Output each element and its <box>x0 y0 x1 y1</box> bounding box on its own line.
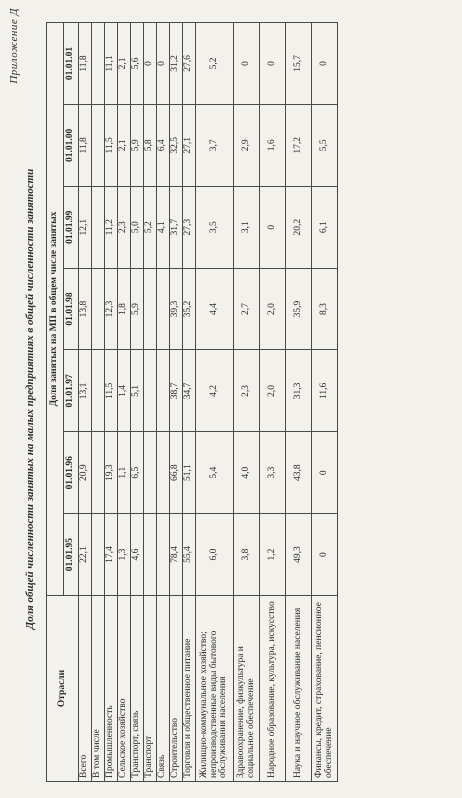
sector-cell: Здравоохранение, физкультура и социальное обеспечение <box>234 596 260 782</box>
table-row <box>157 23 170 782</box>
value-cell: 13,1 <box>79 350 92 432</box>
sector-cell: Торговля и общественное питание <box>183 596 196 782</box>
value-cell: 19,3 <box>105 432 118 514</box>
value-cell: 6,5 <box>131 432 144 514</box>
value-cell: 17,2 <box>286 104 312 186</box>
value-cell <box>157 514 170 596</box>
table-row <box>234 23 260 782</box>
value-cell <box>92 432 105 514</box>
value-cell: 2,0 <box>260 350 286 432</box>
value-cell: 12,1 <box>79 186 92 268</box>
sector-cell: В том числе <box>92 596 105 782</box>
value-cell: 43,8 <box>286 432 312 514</box>
value-cell: 0 <box>157 23 170 105</box>
value-cell: 5,9 <box>131 104 144 186</box>
value-cell: 4,0 <box>234 432 260 514</box>
value-cell: 31,2 <box>170 23 183 105</box>
value-cell: 27,1 <box>183 104 196 186</box>
sector-cell: Жилищно-коммунальное хозяйство; непроизводственные виды бытового обслуживания населения <box>196 596 234 782</box>
value-cell: 5,6 <box>131 23 144 105</box>
sector-cell: Промышленность <box>105 596 118 782</box>
value-cell <box>157 350 170 432</box>
value-cell: 39,3 <box>170 268 183 350</box>
value-cell: 5,2 <box>196 23 234 105</box>
value-cell: 2,1 <box>118 104 131 186</box>
value-cell: 27,6 <box>183 23 196 105</box>
value-cell: 2,1 <box>118 23 131 105</box>
value-cell <box>144 268 157 350</box>
value-cell: 12,3 <box>105 268 118 350</box>
year-header: 01.01.96 <box>64 432 79 514</box>
value-cell <box>92 268 105 350</box>
value-cell: 11,5 <box>105 104 118 186</box>
value-cell: 11,6 <box>312 350 338 432</box>
table-row <box>170 23 183 782</box>
year-header: 01.01.99 <box>64 186 79 268</box>
table-row <box>196 23 234 782</box>
value-cell: 2,3 <box>118 186 131 268</box>
value-cell: 11,5 <box>105 350 118 432</box>
value-cell: 17,4 <box>105 514 118 596</box>
value-cell <box>157 268 170 350</box>
value-cell: 3,7 <box>196 104 234 186</box>
value-cell: 20,2 <box>286 186 312 268</box>
table-row <box>260 23 286 782</box>
table-row <box>131 23 144 782</box>
sector-cell: Сельское хозяйство <box>118 596 131 782</box>
value-cell: 3,8 <box>234 514 260 596</box>
year-header: 01.01.97 <box>64 350 79 432</box>
value-cell: 4,6 <box>131 514 144 596</box>
value-cell: 32,5 <box>170 104 183 186</box>
table-row <box>92 23 105 782</box>
value-cell <box>92 186 105 268</box>
value-cell <box>144 350 157 432</box>
value-cell: 6,1 <box>312 186 338 268</box>
value-cell: 5,2 <box>144 186 157 268</box>
value-cell: 11,8 <box>79 104 92 186</box>
value-cell: 0 <box>312 23 338 105</box>
value-cell: 2,0 <box>260 268 286 350</box>
value-cell: 0 <box>312 432 338 514</box>
year-header: 01.01.00 <box>64 104 79 186</box>
value-cell: 5,1 <box>131 350 144 432</box>
value-cell: 5,5 <box>312 104 338 186</box>
value-cell: 55,4 <box>183 514 196 596</box>
value-cell: 2,7 <box>234 268 260 350</box>
value-cell <box>92 104 105 186</box>
value-cell: 27,3 <box>183 186 196 268</box>
value-cell: 11,2 <box>105 186 118 268</box>
value-cell: 3,3 <box>260 432 286 514</box>
sector-cell: Связь <box>157 596 170 782</box>
value-cell: 20,9 <box>79 432 92 514</box>
value-cell: 78,4 <box>170 514 183 596</box>
value-cell: 5,9 <box>131 268 144 350</box>
table-row <box>144 23 157 782</box>
value-cell: 1,6 <box>260 104 286 186</box>
value-cell: 11,1 <box>105 23 118 105</box>
sector-cell: Транспорт, связь <box>131 596 144 782</box>
value-cell: 13,8 <box>79 268 92 350</box>
value-cell: 5,8 <box>144 104 157 186</box>
value-cell <box>144 514 157 596</box>
value-cell: 49,3 <box>286 514 312 596</box>
value-cell: 3,1 <box>234 186 260 268</box>
value-cell <box>144 432 157 514</box>
table-title: Доля общей численности занятых на малых предприятиях в общей численности занятости <box>24 168 36 630</box>
value-cell: 35,2 <box>183 268 196 350</box>
value-cell: 1,2 <box>260 514 286 596</box>
table-row <box>286 23 312 782</box>
sector-cell: Финансы, кредит, страхование, пенсионное обеспечение <box>312 596 338 782</box>
value-cell: 2,9 <box>234 104 260 186</box>
value-cell <box>92 23 105 105</box>
value-cell: 6,0 <box>196 514 234 596</box>
table-row <box>79 23 92 782</box>
value-cell: 0 <box>234 23 260 105</box>
value-cell: 34,7 <box>183 350 196 432</box>
value-cell: 35,9 <box>286 268 312 350</box>
year-header: 01.01.01 <box>64 23 79 105</box>
value-cell: 1,8 <box>118 268 131 350</box>
sector-cell: Строительство <box>170 596 183 782</box>
value-cell: 38,7 <box>170 350 183 432</box>
value-cell: 11,8 <box>79 23 92 105</box>
group-header: Доля занятых на МП в общем числе занятых <box>47 23 64 596</box>
sector-cell: Наука и научное обслуживание населения <box>286 596 312 782</box>
value-cell: 51,1 <box>183 432 196 514</box>
value-cell: 0 <box>260 23 286 105</box>
value-cell: 31,3 <box>286 350 312 432</box>
table-row <box>105 23 118 782</box>
value-cell: 15,7 <box>286 23 312 105</box>
table-body <box>79 23 338 782</box>
value-cell: 1,3 <box>118 514 131 596</box>
value-cell: 1,1 <box>118 432 131 514</box>
table-row <box>312 23 338 782</box>
year-header: 01.01.95 <box>64 514 79 596</box>
value-cell <box>92 350 105 432</box>
value-cell: 3,5 <box>196 186 234 268</box>
sector-header: Отрасли <box>47 596 79 782</box>
value-cell: 31,7 <box>170 186 183 268</box>
table-row <box>183 23 196 782</box>
value-cell: 0 <box>312 514 338 596</box>
value-cell: 4,4 <box>196 268 234 350</box>
value-cell: 22,1 <box>79 514 92 596</box>
sector-cell: Транспорт <box>144 596 157 782</box>
value-cell <box>92 514 105 596</box>
table-row <box>118 23 131 782</box>
sector-cell: Народное образование, культура, искусство <box>260 596 286 782</box>
value-cell: 2,3 <box>234 350 260 432</box>
value-cell <box>157 432 170 514</box>
sector-cell: Всего <box>79 596 92 782</box>
employment-share-table <box>46 22 338 782</box>
value-cell: 66,8 <box>170 432 183 514</box>
value-cell: 5,0 <box>131 186 144 268</box>
appendix-label: Приложение Д <box>8 8 20 84</box>
value-cell: 6,4 <box>157 104 170 186</box>
value-cell: 4,1 <box>157 186 170 268</box>
value-cell: 4,2 <box>196 350 234 432</box>
value-cell: 8,3 <box>312 268 338 350</box>
value-cell: 5,4 <box>196 432 234 514</box>
value-cell: 1,4 <box>118 350 131 432</box>
year-header: 01.01.98 <box>64 268 79 350</box>
value-cell: 0 <box>144 23 157 105</box>
value-cell: 0 <box>260 186 286 268</box>
